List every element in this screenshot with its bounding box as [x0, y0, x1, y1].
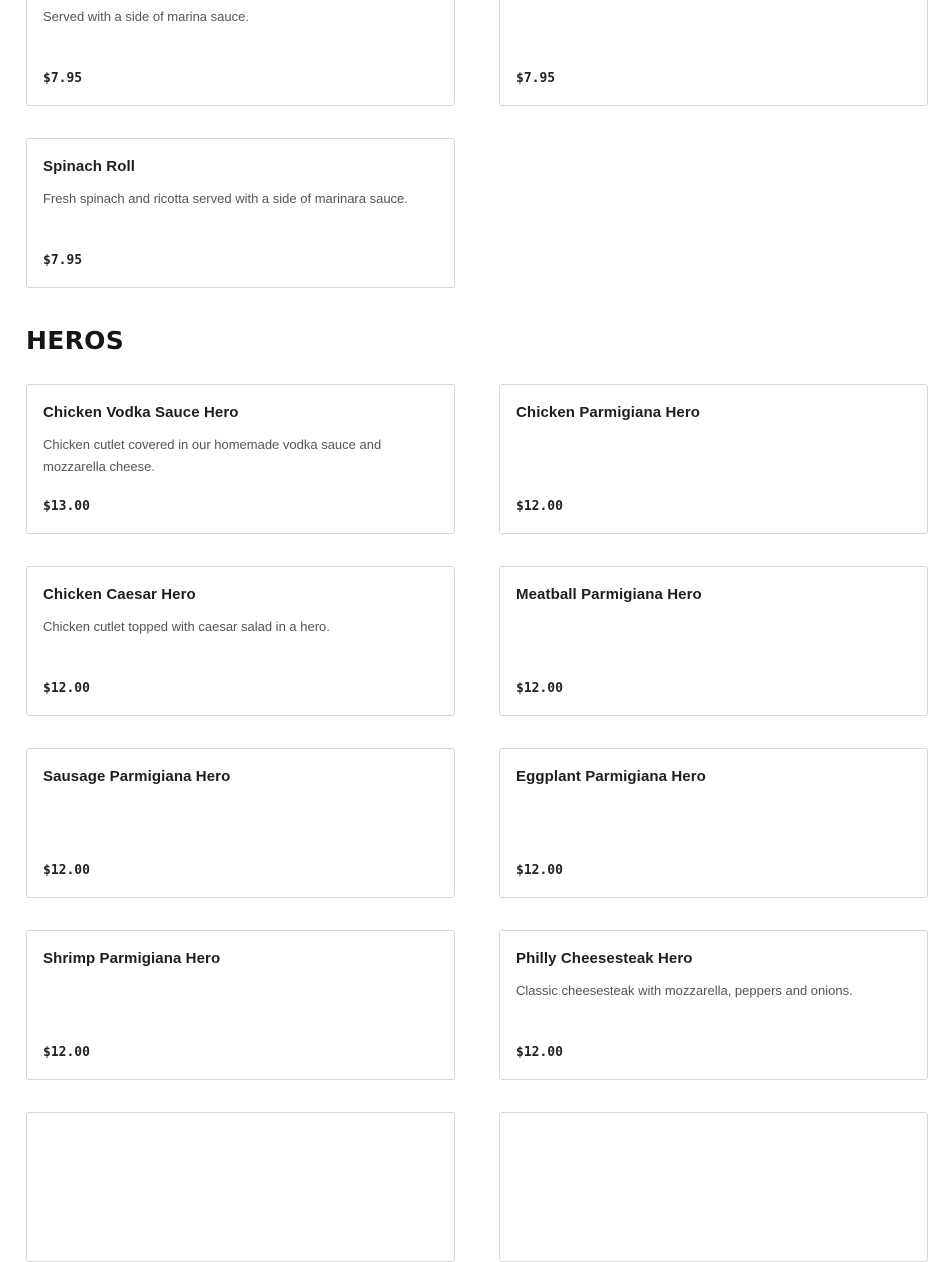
menu-item-card[interactable]: [499, 1112, 928, 1262]
menu-item-card[interactable]: [499, 566, 928, 716]
menu-item-name: Sausage Parmigiana Hero: [43, 768, 231, 785]
menu-item-description: Chicken cutlet topped with caesar salad in a hero.: [43, 619, 330, 634]
menu-item-card[interactable]: [26, 930, 455, 1080]
menu-item-card-spinach-roll[interactable]: [26, 138, 455, 288]
menu-item-price: $7.95: [516, 71, 556, 86]
menu-item-name: Chicken Vodka Sauce Hero: [43, 404, 239, 421]
menu-item-price: $12.00: [516, 681, 563, 696]
menu-item-description: Classic cheesesteak with mozzarella, peppers and onions.: [516, 983, 853, 998]
menu-item-card[interactable]: [26, 0, 455, 106]
section-heading-heros: HEROS: [26, 326, 125, 355]
menu-item-card[interactable]: [26, 748, 455, 898]
menu-item-description: Served with a side of marina sauce.: [43, 9, 249, 24]
menu-item-name: Meatball Parmigiana Hero: [516, 586, 702, 603]
menu-item-price: $12.00: [516, 863, 563, 878]
menu-item-card[interactable]: [499, 748, 928, 898]
menu-item-price: $7.95: [43, 253, 83, 268]
menu-item-price: $12.00: [516, 499, 563, 514]
menu-item-name: Eggplant Parmigiana Hero: [516, 768, 706, 785]
menu-item-card[interactable]: [499, 0, 928, 106]
menu-item-description: Chicken cutlet covered in our homemade vodka sauce and mozzarella cheese.: [43, 437, 382, 474]
menu-item-name: Philly Cheesesteak Hero: [516, 950, 693, 967]
menu-item-description: Fresh spinach and ricotta served with a side of marinara sauce.: [43, 191, 408, 206]
menu-item-name: Chicken Parmigiana Hero: [516, 404, 701, 421]
menu-item-card[interactable]: [499, 384, 928, 534]
menu-item-name: Spinach Roll: [43, 158, 136, 175]
menu-item-price: $12.00: [43, 863, 90, 878]
menu-item-price: $13.00: [43, 499, 90, 514]
menu-item-card[interactable]: [499, 930, 928, 1080]
menu-item-price: $12.00: [516, 1045, 563, 1060]
menu-item-price: $7.95: [43, 71, 83, 86]
menu-item-name: Shrimp Parmigiana Hero: [43, 950, 221, 967]
menu-item-card[interactable]: [26, 566, 455, 716]
menu-item-card[interactable]: [26, 1112, 455, 1262]
menu-item-name: Chicken Caesar Hero: [43, 586, 196, 603]
menu-item-price: $12.00: [43, 1045, 90, 1060]
menu-item-price: $12.00: [43, 681, 90, 696]
menu-item-card[interactable]: [26, 384, 455, 534]
